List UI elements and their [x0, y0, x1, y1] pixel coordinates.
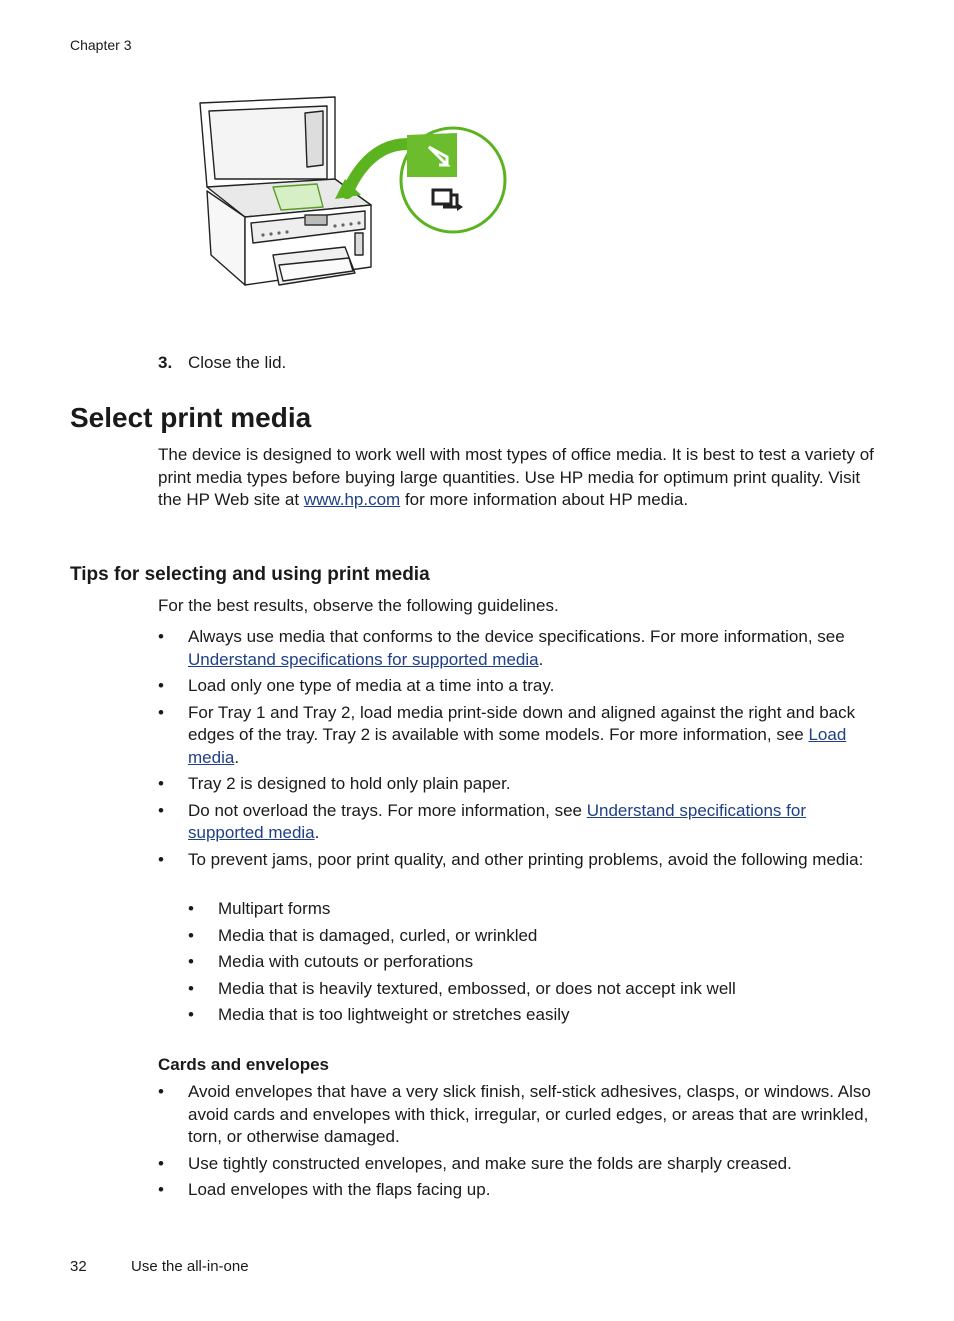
bullet-icon: •: [158, 676, 164, 695]
list-item-text: Avoid envelopes that have a very slick finish, self-stick adhesives, clasps, or windows. Also avoid cards and envelopes with thick, irregular, or curled edges, or areas that are wrinkled, torn, or otherwise damaged.: [188, 1082, 871, 1146]
section-intro: [158, 444, 878, 512]
bullet-icon: •: [158, 800, 164, 820]
list-item-text: Load envelopes with the flaps facing up.: [188, 1180, 491, 1199]
page-number: 32: [70, 1258, 87, 1275]
section-title: Select print media: [70, 402, 312, 433]
list-item-text: Multipart forms: [218, 899, 331, 918]
bullet-icon: •: [188, 925, 194, 945]
intro-text-end: for more information about HP media.: [400, 490, 689, 509]
list-item: [158, 800, 873, 845]
step-number: 3.: [158, 353, 173, 372]
tips-heading: Tips for selecting and using print media: [70, 564, 430, 585]
step-3: [158, 353, 286, 373]
bullet-icon: •: [158, 774, 164, 793]
list-item: [158, 1153, 873, 1176]
bullet-icon: •: [158, 627, 164, 646]
list-item-text: Load only one type of media at a time into a tray.: [188, 676, 555, 695]
list-item: [158, 1179, 873, 1202]
bullet-icon: •: [158, 1180, 164, 1199]
list-item: [158, 849, 873, 872]
hp-website-link[interactable]: www.hp.com: [303, 490, 401, 509]
list-item: [188, 1004, 878, 1027]
list-item-punct: .: [234, 747, 240, 767]
list-item: [158, 773, 873, 796]
list-item-text: Tray 2 is designed to hold only plain paper.: [188, 774, 511, 793]
list-item-text: Media that is heavily textured, embossed, or does not accept ink well: [218, 978, 736, 998]
bullet-icon: •: [188, 978, 194, 998]
bullet-icon: •: [158, 1082, 164, 1101]
list-item-text: Do not overload the trays. For more information, see: [188, 800, 587, 820]
list-item-text: Use tightly constructed envelopes, and make sure the folds are sharply creased.: [188, 1153, 792, 1173]
footer-title: Use the all-in-one: [131, 1258, 249, 1275]
specifications-link[interactable]: Understand specifications for supported media: [188, 649, 539, 669]
step-text: Close the lid.: [188, 353, 287, 372]
chapter-header: Chapter 3: [70, 37, 132, 53]
avoid-media-list: [188, 898, 878, 1031]
list-item-text: Media that is too lightweight or stretches easily: [218, 1005, 570, 1024]
list-item: [158, 1081, 873, 1149]
bullet-icon: •: [188, 1005, 194, 1024]
list-item: [188, 951, 878, 974]
list-item-punct: .: [314, 823, 320, 842]
bullet-icon: •: [158, 702, 164, 722]
list-item: [188, 925, 878, 948]
load-media-link[interactable]: Load media: [188, 725, 847, 767]
printer-lid-open-illustration: [195, 95, 510, 300]
specifications-link[interactable]: Understand specifications for supported media: [188, 800, 806, 842]
bullet-icon: •: [188, 952, 194, 971]
intro-text: The device is designed to work well with most types of office media. It is best to test a variety of print media types before buying large quantities. Use HP media for optimum print quality. Visit the HP Web site at: [158, 445, 874, 509]
list-item: [188, 898, 878, 921]
list-item: [158, 702, 873, 770]
list-item-text: To prevent jams, poor print quality, and other printing problems, avoid the following media:: [188, 849, 864, 869]
tips-lead: For the best results, observe the following guidelines.: [158, 596, 559, 615]
tips-list: [158, 626, 873, 875]
list-item-text: For Tray 1 and Tray 2, load media print-side down and aligned against the right and back edges of the tray. Tray 2 is available with some models. For more information, see: [188, 702, 856, 744]
list-item: [188, 978, 878, 1001]
list-item-text: Media that is damaged, curled, or wrinkled: [218, 925, 538, 945]
bullet-icon: •: [158, 1153, 164, 1173]
cards-envelopes-list: [158, 1081, 873, 1206]
bullet-icon: •: [188, 899, 194, 918]
list-item-text: Always use media that conforms to the device specifications. For more information, see: [188, 627, 845, 646]
cards-envelopes-heading: Cards and envelopes: [158, 1055, 330, 1074]
list-item-text: Media with cutouts or perforations: [218, 952, 474, 971]
list-item: [158, 675, 873, 698]
bullet-icon: •: [158, 849, 164, 869]
list-item: [158, 626, 873, 671]
list-item-punct: .: [538, 649, 544, 669]
